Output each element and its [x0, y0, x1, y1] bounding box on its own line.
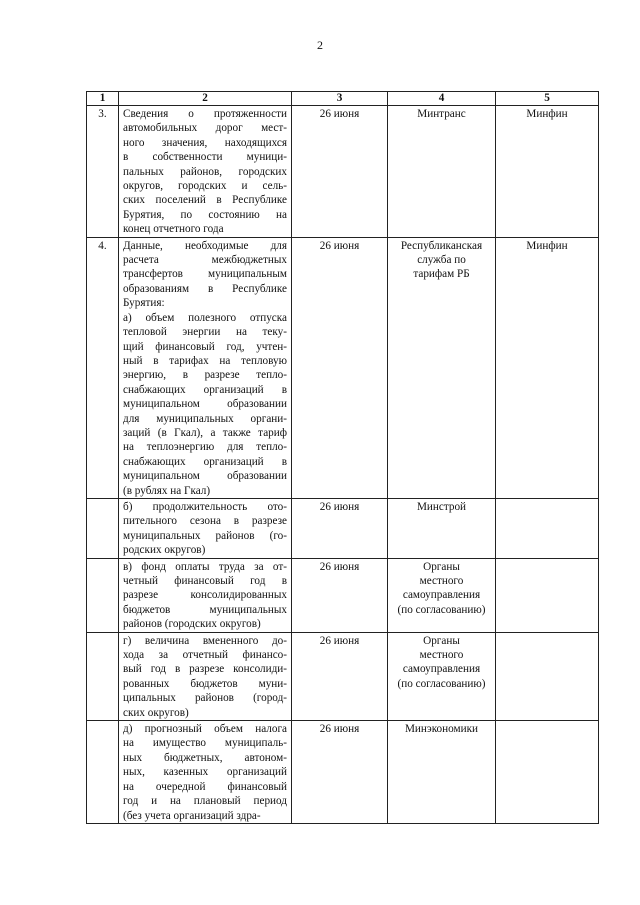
responsible-line: Минтранс — [417, 108, 466, 120]
description-line: ских поселений в Республике — [123, 194, 287, 207]
column-header-1: 1 — [87, 92, 119, 106]
responsible-line: местного — [419, 649, 464, 662]
description-line: в собственности муници- — [123, 151, 287, 164]
description-line: для муниципальных органи- — [123, 412, 287, 425]
row-deadline: 26 июня — [292, 632, 388, 720]
description-line: ного значения, находящихся — [123, 136, 287, 149]
description-line: (в рублях на Гкал) — [123, 484, 211, 497]
row-deadline: 26 июня — [292, 498, 388, 558]
row-responsible — [388, 721, 496, 824]
row-responsible — [388, 632, 496, 720]
description-line: Бурятия: — [123, 297, 165, 310]
description-line: ципальных районов (город- — [123, 692, 287, 705]
description-line: хода за отчетный финансо- — [123, 649, 287, 662]
responsible-line: Республиканская — [400, 239, 483, 252]
table-row — [87, 106, 599, 238]
row-recipient — [496, 721, 599, 824]
description-line: а) объем полезного отпуска — [123, 311, 287, 324]
row-recipient — [496, 558, 599, 632]
responsible-line: Минэкономики — [404, 723, 479, 736]
row-responsible — [388, 106, 496, 238]
row-number — [87, 498, 119, 558]
row-number — [87, 721, 119, 824]
description-line: ный в тарифах на тепловую — [123, 354, 287, 367]
description-line: вый год в разрезе консолиди- — [123, 663, 287, 676]
description-line: тепловой энергии на теку- — [123, 326, 287, 339]
table-row — [87, 237, 599, 498]
row-number: 4. — [87, 237, 119, 498]
description-line: автомобильных дорог мест- — [123, 122, 287, 135]
description-line: снабжающих организаций в — [123, 455, 287, 468]
row-recipient: Минфин — [496, 106, 599, 238]
description-line: районов (городских округов) — [123, 618, 261, 631]
column-header-3: 3 — [292, 92, 388, 106]
description-line: заций (в Гкал), а также тариф — [123, 426, 287, 439]
responsible-line: Органы — [423, 560, 460, 573]
row-deadline: 26 июня — [292, 558, 388, 632]
description-line: на имущество муниципаль- — [123, 737, 287, 750]
row-responsible — [388, 498, 496, 558]
description-line: муниципальных районов (го- — [123, 529, 287, 542]
description-line: родских округов) — [123, 544, 206, 557]
row-responsible — [388, 237, 496, 498]
schedule-table — [86, 91, 599, 824]
description-line: ских округов) — [123, 706, 189, 719]
description-line: б) продолжительность ото- — [123, 500, 287, 513]
row-deadline: 26 июня — [292, 237, 388, 498]
row-deadline: 26 июня — [292, 721, 388, 824]
description-line: г) величина вмененного до- — [123, 634, 287, 647]
row-responsible — [388, 558, 496, 632]
description-line: Данные, необходимые для — [123, 239, 287, 252]
column-header-4: 4 — [388, 92, 496, 106]
column-header-5: 5 — [496, 92, 599, 106]
responsible-line: Минстрой — [416, 500, 467, 513]
responsible-line: тарифам РБ — [413, 268, 470, 281]
description-line: округов, городских и сель- — [123, 180, 287, 193]
description-line: четный финансовый год в — [123, 575, 287, 587]
description-line: пительного сезона в разрезе — [123, 515, 287, 528]
responsible-line: (по согласованию) — [397, 677, 486, 690]
description-line: расчета межбюджетных — [123, 254, 287, 267]
responsible-line: (по согласованию) — [397, 603, 486, 616]
description-line: муниципальном образовании — [123, 398, 287, 411]
description-line: трансфертов муниципальным — [123, 268, 287, 281]
description-line: конец отчетного года — [123, 223, 224, 236]
description-line: муниципальном образовании — [123, 470, 287, 483]
description-line: снабжающих организаций в — [123, 383, 287, 396]
description-line: Бурятия, по состоянию на — [123, 208, 287, 221]
description-line: ных бюджетных, автоном- — [123, 751, 287, 764]
description-line: Сведения о протяженности — [123, 108, 287, 120]
description-line: на теплоэнергию для тепло- — [123, 441, 287, 454]
row-deadline: 26 июня — [292, 106, 388, 238]
row-recipient — [496, 498, 599, 558]
responsible-line: Органы — [423, 634, 460, 647]
table-row — [87, 721, 599, 824]
row-description — [119, 632, 292, 720]
description-line: год и на плановый период — [123, 795, 287, 808]
description-line: бюджетов муниципальных — [123, 603, 287, 616]
row-description — [119, 558, 292, 632]
row-number — [87, 558, 119, 632]
table-body — [87, 92, 599, 824]
description-line: в) фонд оплаты труда за от- — [123, 560, 287, 573]
table-row — [87, 632, 599, 720]
row-description — [119, 721, 292, 824]
row-description — [119, 498, 292, 558]
description-line: на очередной финансовый — [123, 780, 287, 793]
responsible-line: местного — [419, 575, 464, 587]
row-number — [87, 632, 119, 720]
table-header-row — [87, 92, 599, 106]
row-recipient: Минфин — [496, 237, 599, 498]
description-line: щий финансовый год, учтен- — [123, 340, 287, 353]
table-row — [87, 558, 599, 632]
responsible-line: самоуправления — [402, 663, 481, 676]
table-row — [87, 498, 599, 558]
row-description — [119, 237, 292, 498]
description-line: ных, казенных организаций — [123, 766, 287, 779]
description-line: энергию, в разрезе тепло- — [123, 369, 287, 382]
row-recipient — [496, 632, 599, 720]
responsible-line: самоуправления — [402, 589, 481, 602]
description-line: (без учета организаций здра- — [123, 809, 261, 822]
description-line: образованиям в Республике — [123, 282, 287, 295]
description-line: рованных бюджетов муни- — [123, 677, 287, 690]
responsible-line: служба по — [417, 254, 466, 267]
description-line: пальных районов, городских — [123, 165, 287, 178]
row-description — [119, 106, 292, 238]
description-line: разрезе консолидированных — [123, 589, 287, 602]
page-number: 2 — [317, 38, 323, 52]
column-header-2: 2 — [119, 92, 292, 106]
description-line: д) прогнозный объем налога — [123, 723, 287, 736]
row-number: 3. — [87, 106, 119, 238]
